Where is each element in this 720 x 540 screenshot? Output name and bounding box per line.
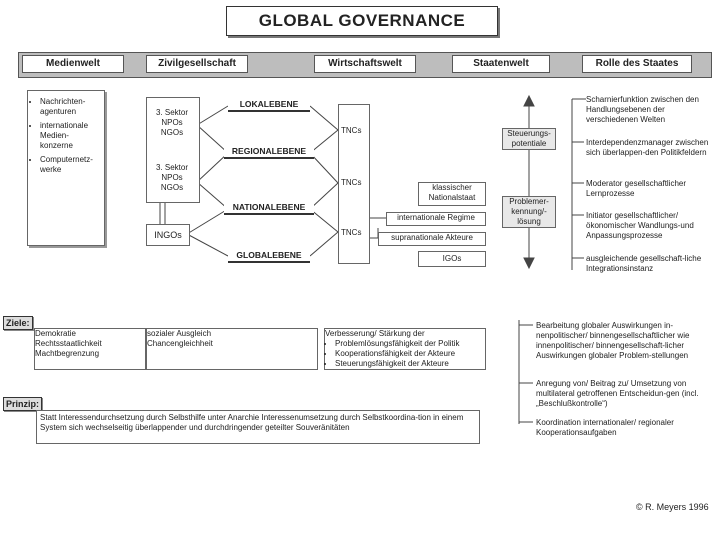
header-rolle-des-staates: Rolle des Staates bbox=[582, 55, 692, 73]
ziel-title: Verbesserung/ Stärkung der bbox=[325, 329, 425, 338]
ziele-box-2 bbox=[146, 328, 318, 370]
ziel-item: Demokratie bbox=[35, 329, 76, 338]
tnc-label-3: TNCs bbox=[341, 228, 362, 237]
rolle-item: Moderator gesellschaftlicher Lernprozesse bbox=[586, 179, 687, 198]
ziel-item: sozialer Ausgleich bbox=[147, 329, 212, 338]
ziel-item: Rechtsstaatlichkeit bbox=[35, 339, 102, 348]
ziel-item: Chancengleichheit bbox=[147, 339, 213, 348]
header-wirtschaftswelt: Wirtschaftswelt bbox=[314, 55, 416, 73]
level-national: NATIONALEBENE bbox=[224, 201, 314, 215]
header-zivilgesellschaft: Zivilgesellschaft bbox=[146, 55, 248, 73]
problem-label: Problemer-kennung/-lösung bbox=[502, 196, 556, 228]
level-lokal: LOKALEBENE bbox=[228, 98, 310, 112]
rolle-item: Initiator gesellschaftlicher/ ökonomischer Wandlungs-und Anpassungsprozesse bbox=[586, 211, 694, 240]
tnc-label-1: TNCs bbox=[341, 126, 362, 135]
ziel-item: Machtbegrenzung bbox=[35, 349, 100, 358]
ziele-box-3 bbox=[324, 328, 486, 370]
rolle-lower-item: Bearbeitung globaler Auswirkungen in-nenpolitischer/ binnengesellschaftlicher wie innenpolitischer/ binnengesellschaft-licher Auswirkungen globaler Problem-stellungen bbox=[536, 321, 690, 360]
level-regional: REGIONALEBENE bbox=[224, 145, 314, 159]
rolle-item: ausgleichende gesellschaft-liche Integrationsinstanz bbox=[586, 254, 702, 273]
header-medienwelt: Medienwelt bbox=[22, 55, 124, 73]
ingos-box: INGOs bbox=[146, 224, 190, 246]
medien-item: • internationale Medien-konzerne bbox=[40, 121, 100, 151]
header-staatenwelt: Staatenwelt bbox=[452, 55, 550, 73]
ziele-box-1 bbox=[34, 328, 146, 370]
prinzip-label: Prinzip: bbox=[3, 397, 42, 411]
staat-nationalstaat: klassischer Nationalstaat bbox=[418, 182, 486, 206]
medien-box bbox=[27, 90, 105, 246]
steuerung-label: Steuerungs-potentiale bbox=[502, 128, 556, 150]
ziel-item: • Problemlösungsfähigkeit der Politik bbox=[335, 339, 485, 349]
rolle-item: Scharnierfunktion zwischen den Handlungsebenen der verschiedenen Welten bbox=[586, 95, 699, 124]
civil-sector-box-2: 3. Sektor NPOs NGOs bbox=[155, 163, 188, 192]
copyright: © R. Meyers 1996 bbox=[636, 502, 709, 512]
page-title: GLOBAL GOVERNANCE bbox=[226, 6, 498, 36]
rolle-lower-item: Koordination internationaler/ regionaler Kooperationsaufgaben bbox=[536, 418, 674, 437]
ziele-label: Ziele: bbox=[3, 316, 33, 330]
medien-item: • Nachrichten-agenturen bbox=[40, 97, 100, 117]
medien-item: • Computernetz-werke bbox=[40, 155, 100, 175]
staat-igos: IGOs bbox=[418, 251, 486, 267]
rolle-item: Interdependenzmanager zwischen sich überlappen-den Politikfeldern bbox=[586, 138, 709, 157]
prinzip-box: Statt Interessendurchsetzung durch Selbsthilfe unter Anarchie Interessenumsetzung durch Selbstkoordina-tion in einem System sich wechselseitig überlappender und durchdringender geteilter Souveränitäten bbox=[36, 410, 480, 444]
ziel-item: • Steuerungsfähigkeit der Akteure bbox=[335, 359, 485, 369]
tnc-label-2: TNCs bbox=[341, 178, 362, 187]
staat-supranational: supranationale Akteure bbox=[378, 232, 486, 246]
civil-sector-box-1: 3. Sektor NPOs NGOs bbox=[155, 108, 188, 137]
rolle-lower-item: Anregung von/ Beitrag zu/ Umsetzung von multilateral getroffenen Entscheidun-gen (incl. „Beschlußkontrolle“) bbox=[536, 379, 699, 408]
ziel-item: • Kooperationsfähigkeit der Akteure bbox=[335, 349, 485, 359]
staat-regime: internationale Regime bbox=[386, 212, 486, 226]
level-global: GLOBALEBENE bbox=[228, 249, 310, 263]
